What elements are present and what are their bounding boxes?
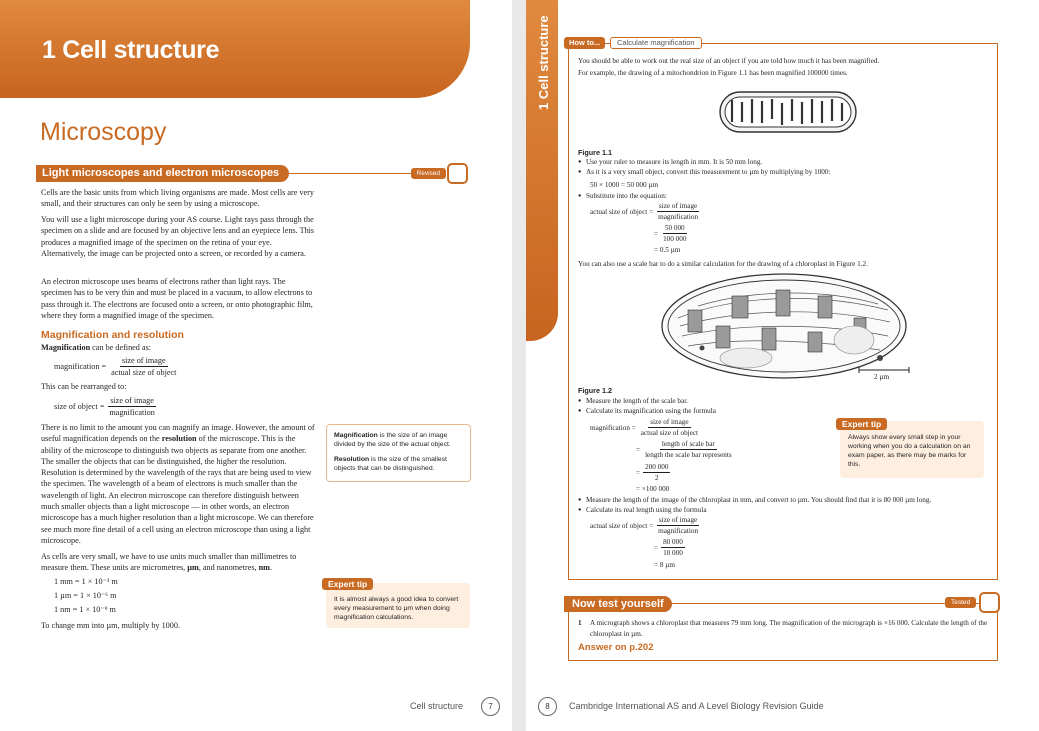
fig1-bullet-3: ● Substitute into the equation: (578, 191, 988, 202)
revised-label: Revised (411, 168, 446, 179)
topic-heading: Light microscopes and electron microscopes (36, 165, 289, 182)
equation-actual-result: = 0.5 µm (654, 246, 681, 254)
eq1-denominator: actual size of object (111, 368, 177, 377)
fig2-bullet-3: ● Measure the length of the image of the chloroplast in mm, and convert to µm. You should find that it is 80 000 µm long. (578, 495, 993, 506)
equation-real-step2: = $\frac{80 000}{10 000}$ (654, 538, 683, 557)
definition-resolution: Resolution is the size of the smallest objects that can be distinguished. (334, 456, 447, 472)
howto-title: Calculate magnification (610, 37, 702, 49)
topic-bar (36, 165, 468, 182)
equation-real-size: actual size of object = $\frac{\text{size of image}}{\text{magnification}}$ (590, 516, 699, 535)
expert-tip-label: Expert tip (322, 578, 373, 590)
expert-tip-text-right: Always show every small step in your working when you do a calculation on an exam paper, as there may be marks for this. (848, 434, 971, 468)
page-number-right: 8 (538, 697, 557, 716)
fig1-calc: 50 × 1000 = 50 000 µm (590, 181, 659, 189)
equation-magnification-step3: = $\frac{200 000}{2}$ (636, 463, 669, 482)
equation-magnification (54, 356, 178, 377)
howto-label: How to... (564, 37, 605, 49)
resolution-term: resolution (161, 434, 197, 444)
magnification-term: Magnification (41, 343, 91, 352)
section-title: Microscopy (40, 118, 167, 146)
fig2-bullet-2: ● Calculate its magnification using the formula (578, 406, 858, 417)
eq2-lhs: size of object = (54, 402, 105, 411)
definition-box (326, 424, 471, 482)
equation-magnification-step2: = $\frac{\text{length of scale bar}}{\text{length the scale bar represents}}$ (636, 440, 732, 459)
definition-magnification: Magnification is the size of an image divided by the size of the actual object. (334, 432, 451, 448)
chapter-title: 1 Cell structure (42, 36, 220, 64)
figure-1-2-label: Figure 1.2 (578, 386, 612, 395)
fig2-bullet-1: ● Measure the length of the scale bar. (578, 396, 858, 407)
chapter-banner (0, 0, 470, 98)
eq1-lhs: magnification = (54, 362, 107, 371)
tested-label: Tested (945, 597, 976, 608)
howto-intro: You should be able to work out the real size of an object if you are told how much it has been magnified. (578, 57, 880, 65)
equation-magnification-scale: magnification = $\frac{\text{size of image}}{\text{actual size of object}}$ (590, 418, 699, 437)
scale-bar-intro: You can also use a scale bar to do a similar calculation for the drawing of a chloroplast in Figure 1.2. (578, 260, 868, 268)
expert-tip-label-right: Expert tip (836, 418, 887, 430)
paragraph-resolution: There is no limit to the amount you can magnify an image. However, the amount of useful magnification depends on the resolution of the microscope. This is the ability of the microscope to distinguish two objects as separate from one another. The smaller the objects that can be distinguished, the higher the resolution. Resolution is determined by the wavelength of the rays that are being used to view the specimen. The wavelength of a beam of electrons is much smaller than the wavelength of light. An electron microscope can therefore distinguish between much smaller objects than a light microscope — in other words, an electron microscope has a much higher resolution than a light microscope. We can therefore see much more fine detail of a cell using an electron microscope than using a light microscope. (41, 423, 315, 545)
revised-checkbox[interactable] (447, 163, 468, 184)
paragraph-light-microscope: You will use a light microscope during your AS course. Light rays pass through the specimen on a slide and are focused by an objective lens and an eyepiece lens. This produces a magnified image of the specimen on the retina of your eye. Alternatively, the image can be projected onto a screen, or recorded by a camera. (41, 215, 315, 258)
rearranged-text: This can be rearranged to: (41, 382, 127, 391)
mitochondrion-diagram (718, 88, 860, 136)
svg-text:1 Cell structure: 1 Cell structure (536, 15, 551, 110)
fig1-bullet-1: ● Use your ruler to measure its length in mm. It is 50 mm long. (578, 157, 988, 168)
footer-book-title: Cambridge International AS and A Level Biology Revision Guide (569, 701, 824, 711)
magnification-definition (41, 342, 317, 353)
eq2-numerator: size of image (110, 396, 154, 405)
side-tab (526, 0, 558, 341)
equation-actual-step2: = $\frac{50 000}{100 000}$ (654, 224, 687, 243)
eq1-numerator: size of image (121, 356, 166, 365)
equation-magnification-result: = ×100 000 (636, 485, 670, 493)
question-number: 1 (578, 619, 582, 627)
page-number-left: 7 (481, 697, 500, 716)
question-text: A micrograph shows a chloroplast that measures 79 mm long. The magnification of the micrograph is ×16 000. Calculate the length of the chloroplast in µm. (590, 619, 988, 638)
paragraph-intro: Cells are the basic units from which living organisms are made. Most cells are very small, and their structures can only be seen by using a microscope. (41, 188, 314, 209)
paragraph-electron-microscope: An electron microscope uses beams of electrons rather than light rays. The specimen has to be very thin and must be placed in a vacuum, to allow electrons to pass through it. The electrons are focused onto a screen, or onto photographic film, where they form a magnified image of the specimen. (41, 277, 313, 320)
figure-1-1-label: Figure 1.1 (578, 148, 612, 157)
left-page (0, 0, 512, 731)
footer-chapter: Cell structure (410, 701, 464, 711)
howto-example: For example, the drawing of a mitochondrion in Figure 1.1 has been magnified 100000 times. (578, 69, 848, 77)
equation-real-result: = 8 µm (654, 561, 675, 569)
scale-bar-label: 2 µm (874, 373, 890, 381)
unit-nm: 1 nm = 1 × 10⁻⁹ m (54, 605, 116, 614)
side-tab-label (526, 0, 558, 120)
subheading-magnification: Magnification and resolution (41, 329, 184, 341)
fig1-bullet-2: ● As it is a very small object, convert this measurement to µm by multiplying by 1000: (578, 167, 988, 178)
fig2-bullet-4: ● Calculate its real length using the formula (578, 505, 993, 516)
tested-checkbox[interactable] (979, 592, 1000, 613)
expert-tip-text: It is almost always a good idea to convert every measurement to µm when doing magnification calculations. (334, 596, 459, 621)
unit-mm: 1 mm = 1 × 10⁻³ m (54, 577, 118, 586)
eq2-denominator: magnification (109, 408, 155, 417)
test-yourself-label: Now test yourself (564, 596, 672, 612)
equation-size-of-object (54, 396, 157, 417)
answer-link[interactable]: Answer on p.202 (578, 642, 654, 653)
right-page (526, 0, 1039, 731)
unit-um: 1 µm = 1 × 10⁻⁶ m (54, 591, 117, 600)
convert-line: To change mm into µm, multiply by 1000. (41, 621, 180, 630)
equation-actual-size: actual size of object = $\frac{\text{size of image}}{\text{magnification}}$ (590, 202, 699, 221)
magnification-def-text: can be defined as: (90, 343, 152, 352)
paragraph-units: As cells are very small, we have to use units much smaller than millimetres to measure them. These units are micrometres, µm, and nanometres, nm. (41, 552, 297, 573)
